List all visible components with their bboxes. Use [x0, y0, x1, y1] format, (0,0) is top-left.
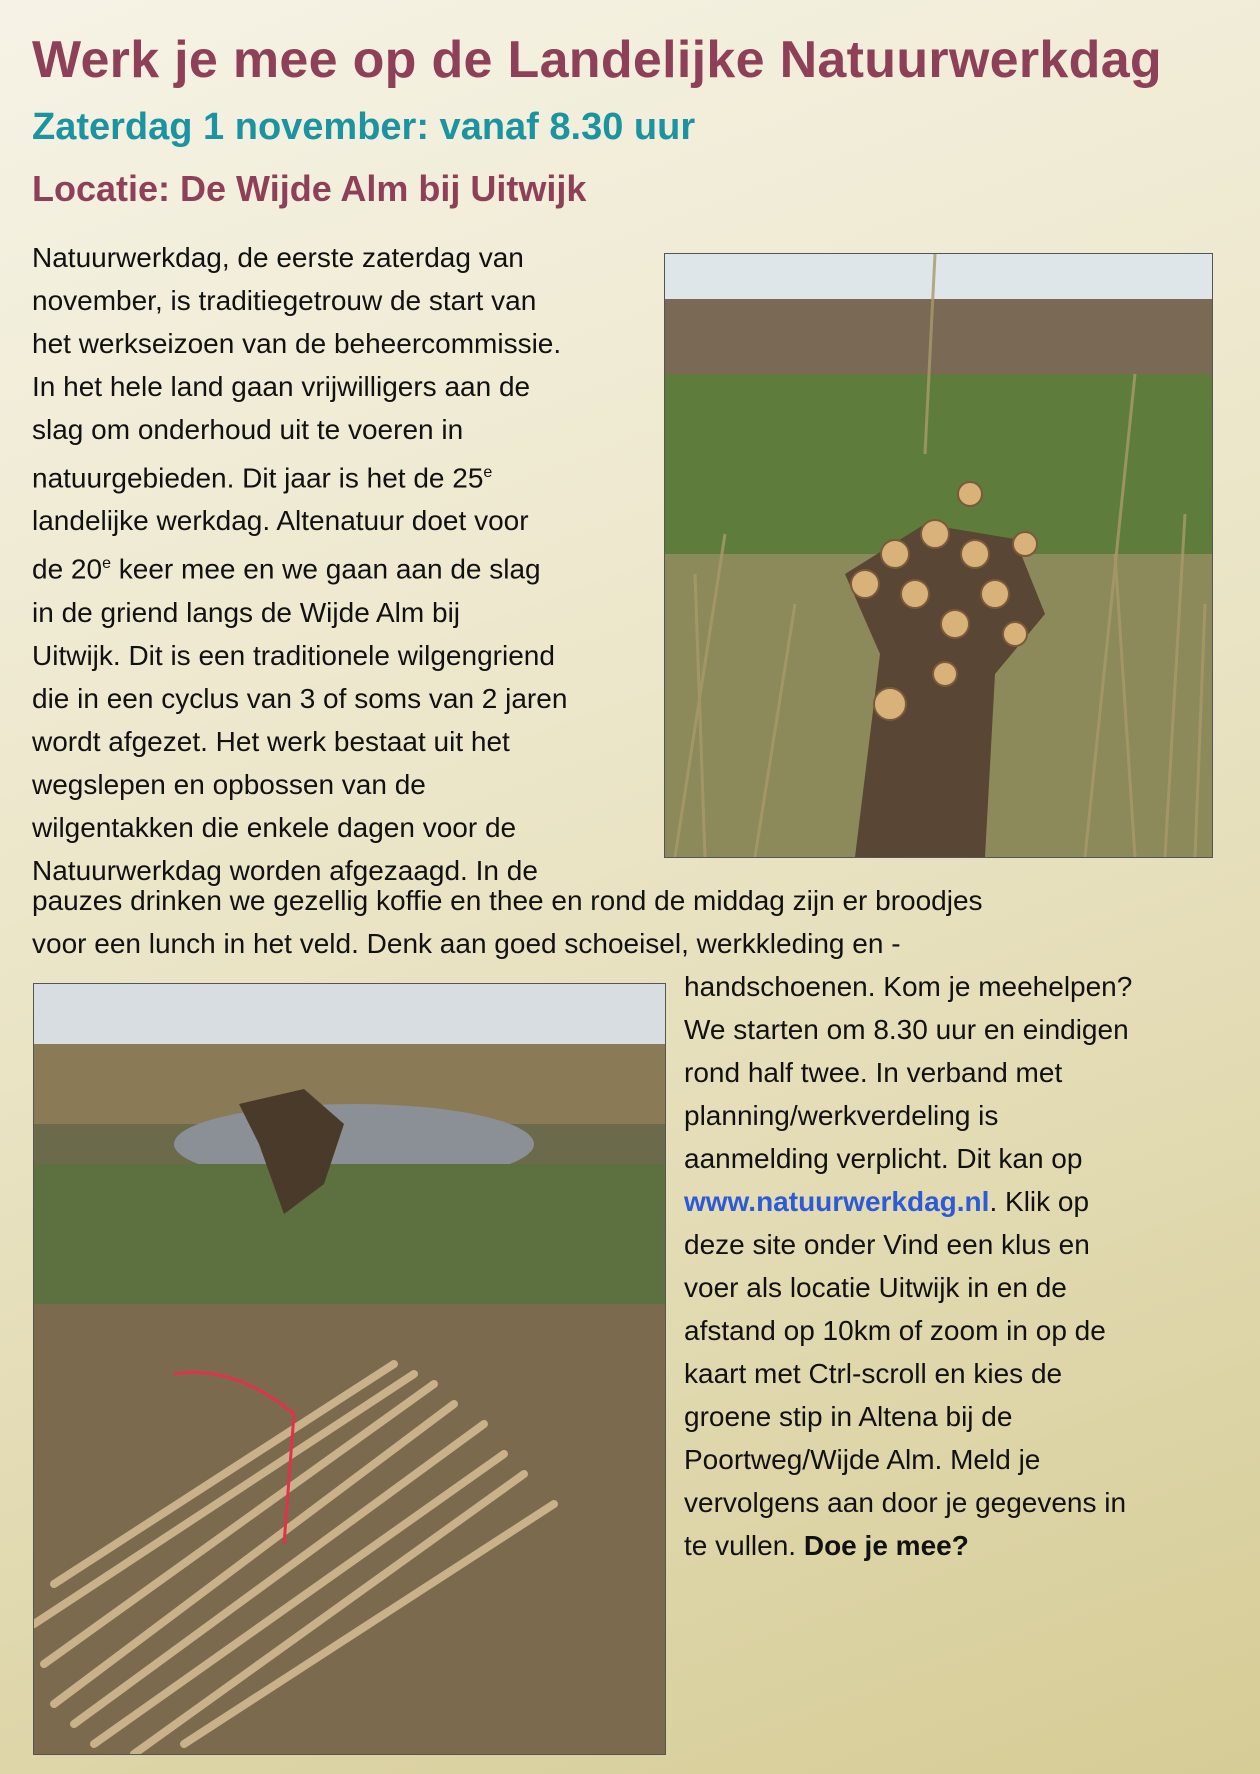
text-line: landelijke werkdag. Altenatuur doet voor	[32, 505, 529, 537]
text-line: www.natuurwerkdag.nl. Klik op	[684, 1186, 1090, 1217]
text-line: Natuurwerkdag, de eerste zaterdag van	[32, 242, 524, 273]
natuurwerkdag-link[interactable]: www.natuurwerkdag.nl	[684, 1186, 990, 1217]
text-line: vervolgens aan door je gegevens in	[684, 1487, 1127, 1518]
text-line: Poortweg/Wijde Alm. Meld je	[684, 1444, 1041, 1475]
text-line: wegslepen en opbossen van de	[32, 768, 426, 800]
event-date: Zaterdag 1 november: vanaf 8.30 uur	[32, 106, 696, 148]
body-text-column-1	[32, 236, 567, 892]
text-line: de 20e keer mee en we gaan aan de slag	[32, 553, 541, 585]
event-location: Locatie: De Wijde Alm bij Uitwijk	[32, 168, 587, 209]
willow-branches-photo	[33, 983, 666, 1755]
text-line: Uitwijk. Dit is een traditionele wilgengriend	[32, 639, 555, 671]
text-line: het werkseizoen van de beheercommissie.	[32, 328, 562, 359]
text-line: natuurgebieden. Dit jaar is het de 25e	[32, 462, 493, 494]
text-line: groene stip in Altena bij de	[684, 1401, 1013, 1432]
text-line: In het hele land gaan vrijwilligers aan de	[32, 371, 531, 402]
text-line: in de griend langs de Wijde Alm bij	[32, 596, 461, 628]
text-line: aanmelding verplicht. Dit kan op	[684, 1143, 1083, 1174]
text-line: deze site onder Vind een klus en	[684, 1229, 1090, 1260]
text-line: pauzes drinken we gezellig koffie en thee en rond de middag zijn er broodjes	[32, 885, 983, 916]
body-text-column-2	[684, 965, 1132, 1567]
text-line: wilgentakken die enkele dagen voor de	[32, 811, 517, 843]
text-line: kaart met Ctrl-scroll en kies de	[684, 1358, 1063, 1389]
text-line: voor een lunch in het veld. Denk aan goed schoeisel, werkkleding en -	[32, 928, 901, 959]
text-line: Natuurwerkdag worden afgezaagd. In de	[32, 854, 538, 886]
text-line: voer als locatie Uitwijk in en de	[684, 1272, 1067, 1303]
page-title: Werk je mee op de Landelijke Natuurwerkdag	[32, 31, 1162, 89]
text-line: afstand op 10km of zoom in op de	[684, 1315, 1106, 1346]
text-line: rond half twee. In verband met	[684, 1057, 1063, 1088]
text-line: wordt afgezet. Het werk bestaat uit het	[32, 725, 510, 757]
text-line: november, is traditiegetrouw de start van	[32, 285, 537, 316]
text-line: We starten om 8.30 uur en eindigen	[684, 1014, 1129, 1045]
willow-stump-photo	[664, 253, 1213, 858]
text-line: te vullen. Doe je mee?	[684, 1530, 969, 1561]
text-line: planning/werkverdeling is	[684, 1100, 999, 1131]
body-text-full-width	[32, 879, 983, 965]
call-to-action: Doe je mee?	[803, 1530, 969, 1561]
text-line: slag om onderhoud uit te voeren in	[32, 414, 464, 445]
text-line: die in een cyclus van 3 of soms van 2 jaren	[32, 682, 568, 714]
text-line: handschoenen. Kom je meehelpen?	[684, 971, 1133, 1002]
